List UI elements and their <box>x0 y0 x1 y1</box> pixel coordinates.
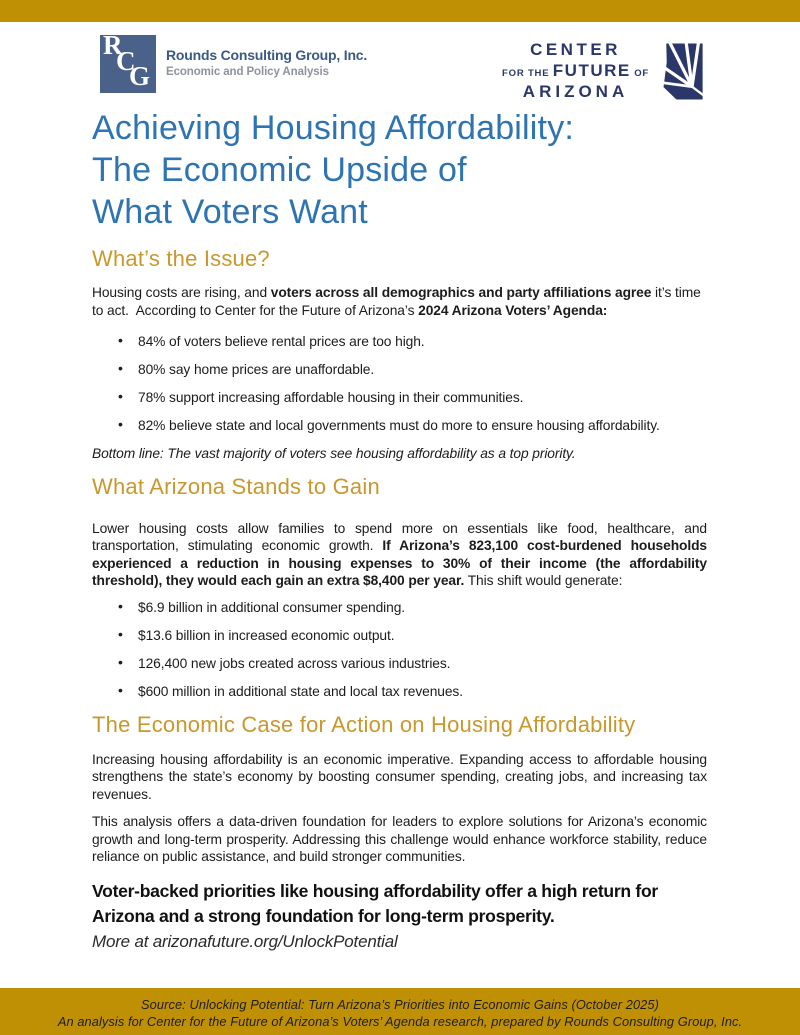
cfa-word-center: CENTER <box>530 40 621 59</box>
issue-bullet-list <box>92 333 707 435</box>
intro-bold-text: voters across all demographics and party affiliations agree <box>270 285 652 300</box>
cfa-word-arizona: ARIZONA <box>522 82 629 101</box>
title-line-1: Achieving Housing Affordability: <box>92 109 575 147</box>
rcg-monogram-icon <box>100 30 156 93</box>
bullet-item: • $13.6 billion in increased economic output. <box>118 627 707 645</box>
gain-text: This shift would generate: <box>464 573 623 588</box>
intro-text: Housing costs are rising, and <box>92 285 271 300</box>
bullet-item: • 82% believe state and local governments must do more to ensure housing affordability. <box>118 417 707 435</box>
bullet-item: • 126,400 new jobs created across various industries. <box>118 655 707 673</box>
intro-text: it’s time to act. According to Center for the Future of Arizona’s <box>92 285 705 318</box>
section-heading-economic-case: The Economic Case for Action on Housing Affordability <box>92 711 636 737</box>
bullet-item: • 78% support increasing affordable housing in their communities. <box>118 389 707 407</box>
rcg-tagline: Economic and Policy Analysis <box>166 66 329 78</box>
cfa-word-future-line <box>502 61 649 81</box>
issue-intro-paragraph <box>92 284 707 319</box>
page-title <box>92 107 707 233</box>
top-accent-bar <box>0 0 800 22</box>
footer-analysis-line: An analysis for Center for the Future of Arizona’s Voters’ Agenda research, prepared by Rounds Consulting Group, Inc. <box>57 1014 743 1029</box>
cfa-word-of: OF <box>634 68 649 79</box>
rcg-company-name: Rounds Consulting Group, Inc. <box>166 47 368 63</box>
intro-bold-text: 2024 Arizona Voters’ Agenda: <box>418 302 608 318</box>
document-body <box>0 107 800 952</box>
rcg-letter: R <box>103 30 123 60</box>
gain-intro-paragraph <box>92 520 707 590</box>
gain-bullet-list <box>92 599 707 701</box>
bullet-item: • 80% say home prices are unaffordable. <box>118 361 707 379</box>
arizona-state-sunburst-icon <box>658 42 704 101</box>
case-paragraph-2: This analysis offers a data-driven foundation for leaders to explore solutions for Arizona’s economic growth and long-term prosperity. Addressing this challenge would enhance workforce stability, reduce reliance on public assistance, and build stronger communities. <box>92 814 707 864</box>
title-line-3: What Voters Want <box>92 193 368 231</box>
rcg-letter: C <box>116 46 136 76</box>
closing-statement: Voter-backed priorities like housing affordability offer a high return for Arizona and a strong foundation for long-term prosperity. <box>92 880 658 926</box>
footer-bar <box>0 988 800 1035</box>
cfa-logo <box>502 40 704 102</box>
rcg-letter: G <box>129 61 151 91</box>
header <box>0 22 800 101</box>
gain-bold-text: If Arizona’s 823,100 cost-burdened households experienced a reduction in housing expenses to 30% of their income (the affordability threshold), they would each gain an extra $8,400 per year. <box>92 538 707 588</box>
more-link[interactable]: More at arizonafuture.org/UnlockPotential <box>92 931 398 951</box>
footer-source-line: Source: Unlocking Potential: Turn Arizona’s Priorities into Economic Gains (October 2025) <box>141 997 659 1012</box>
section-heading-gain: What Arizona Stands to Gain <box>92 473 380 499</box>
bullet-item: • 84% of voters believe rental prices are too high. <box>118 333 707 351</box>
rcg-logo <box>100 30 368 93</box>
bullet-item: • $6.9 billion in additional consumer spending. <box>118 599 707 617</box>
title-line-2: The Economic Upside of <box>92 151 467 189</box>
gain-text: Lower housing costs allow families to spend more on essentials like food, healthcare, and transportation, stimulating economic growth. <box>92 520 707 553</box>
cfa-word-for-the: FOR THE <box>502 68 550 79</box>
case-paragraph-1: Increasing housing affordability is an economic imperative. Expanding access to affordable housing strengthens the state’s economy by boosting consumer spending, creating jobs, and increasing tax revenues. <box>92 751 707 802</box>
cfa-logo-text <box>502 40 649 102</box>
bullet-item: • $600 million in additional state and local tax revenues. <box>118 683 707 701</box>
cfa-word-future: FUTURE <box>552 61 631 80</box>
bottom-line-note: Bottom line: The vast majority of voters see housing affordability as a top priority. <box>92 446 576 461</box>
section-heading-issue: What’s the Issue? <box>92 246 270 271</box>
rcg-logo-text <box>166 47 367 78</box>
